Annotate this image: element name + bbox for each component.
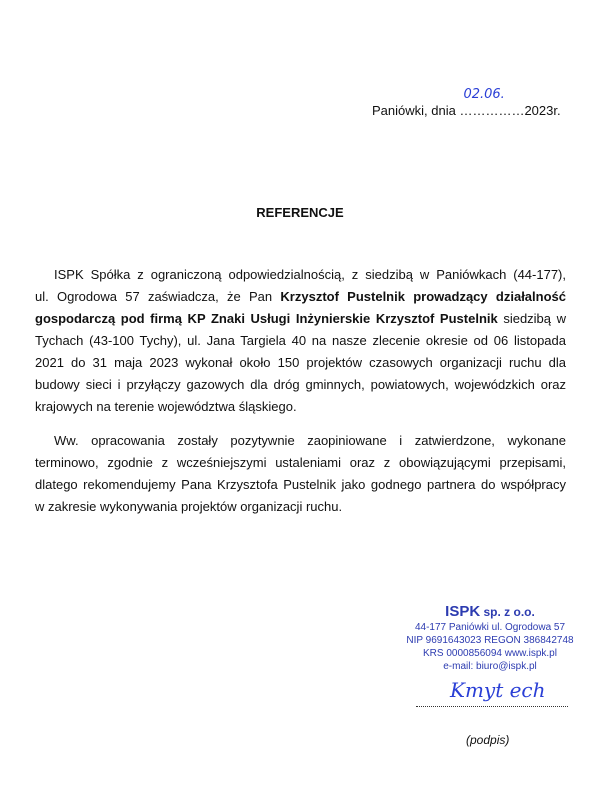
signature: Kmyt ech	[450, 678, 546, 702]
text: krajowych na terenie województwa śląskiego.	[35, 399, 297, 414]
text: Tychach (43-100 Tychy), ul. Jana Targiela 40 na nasze zlecenie okresie od 06 listopada	[35, 333, 566, 348]
text: w zakresie wykonywania projektów organizacji ruchu.	[35, 499, 343, 514]
signature-label: (podpis)	[466, 733, 510, 747]
text-line	[35, 308, 566, 330]
text: budowy sieci i przyłączy gazowych dla dróg gminnych, powiatowych, wojewódzkich oraz	[35, 377, 566, 392]
paragraph-2	[35, 430, 566, 518]
text-line	[35, 286, 566, 308]
stamp-company-name: ISPK sp. z o.o.	[445, 603, 535, 620]
bold-text: Krzysztof Pustelnik prowadzący działalność	[280, 289, 566, 304]
text-line	[35, 430, 566, 452]
text-line	[35, 496, 566, 518]
date-field	[459, 87, 525, 118]
text: siedzibą w	[497, 311, 566, 326]
text-line	[35, 330, 566, 352]
handwritten-date: 02.06.	[463, 87, 505, 102]
stamp-email: e-mail: biuro@ispk.pl	[443, 661, 537, 672]
place-date	[372, 87, 561, 118]
paragraph-1	[35, 264, 566, 418]
text-line	[35, 264, 566, 286]
signature-line	[416, 706, 568, 707]
text-line	[35, 352, 566, 374]
text-line	[35, 396, 566, 418]
text: dlatego rekomendujemy Pana Krzysztofa Pustelnik jako godnego partnera do współpracy	[35, 477, 566, 492]
document-title: REFERENCJE	[256, 205, 344, 220]
text-line	[35, 474, 566, 496]
stamp-nip-regon: NIP 9691643023 REGON 386842748	[406, 635, 574, 646]
date-year: 2023r.	[524, 103, 561, 118]
text: ul. Ogrodowa 57 zaświadcza, że Pan	[35, 289, 281, 304]
stamp-krs-www: KRS 0000856094 www.ispk.pl	[423, 648, 557, 659]
bold-text: gospodarczą pod firmą KP Znaki Usługi Inżynierskie Krzysztof Pustelnik	[35, 311, 498, 326]
date-prefix: Paniówki, dnia	[372, 103, 460, 118]
stamp-address: 44-177 Paniówki ul. Ogrodowa 57	[414, 622, 566, 633]
date-dots: ……………	[459, 103, 525, 118]
text: terminowo, zgodnie z wcześniejszymi ustaleniami oraz z obowiązującymi przepisami,	[35, 455, 566, 470]
text-line	[35, 374, 566, 396]
text: 2021 do 31 maja 2023 wykonał około 150 projektów czasowych organizacji ruchu dla	[35, 355, 566, 370]
text: ISPK Spółka z ograniczoną odpowiedzialnością, z siedzibą w Paniówkach (44-177),	[54, 267, 566, 282]
text: Ww. opracowania zostały pozytywnie zaopiniowane i zatwierdzone, wykonane	[54, 433, 566, 448]
text-line	[35, 452, 566, 474]
company-stamp	[400, 603, 580, 673]
